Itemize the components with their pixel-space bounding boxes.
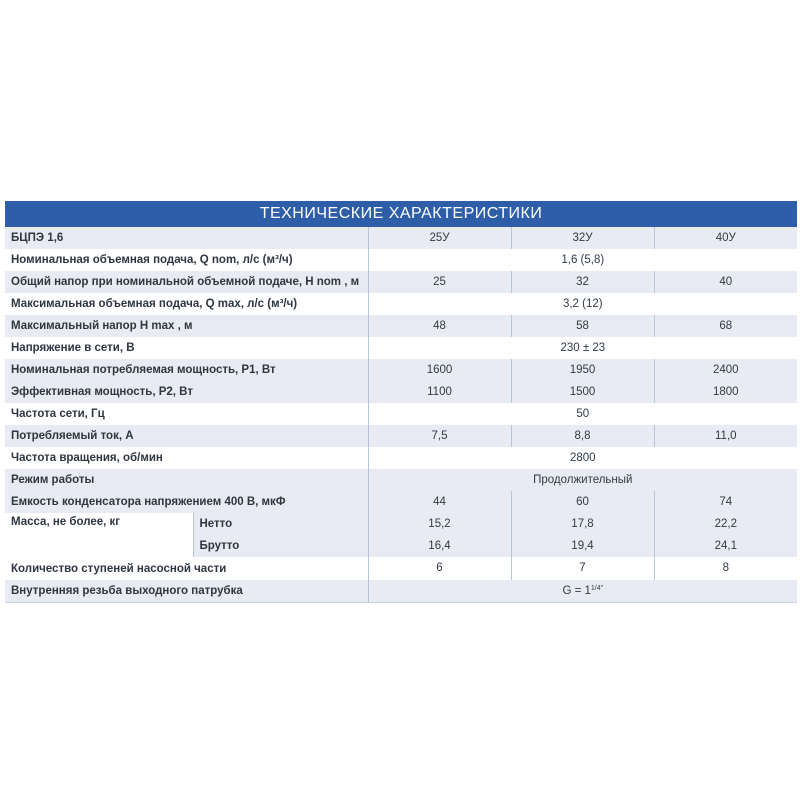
table-title: ТЕХНИЧЕСКИЕ ХАРАКТЕРИСТИКИ (5, 201, 797, 227)
value-32u: 19,4 (511, 535, 654, 557)
value-25u: 1100 (368, 381, 511, 403)
row-label: Номинальная объемная подача, Q nom, л/с (м³/ч) (5, 249, 368, 271)
row-label: Номинальная потребляемая мощность, Р1, Вт (5, 359, 368, 381)
row-value: Продолжительный (368, 469, 797, 491)
table-header-row (5, 201, 797, 227)
row-power-p2 (5, 381, 797, 403)
value-25u: 16,4 (368, 535, 511, 557)
row-value (368, 580, 797, 603)
row-label: Внутренняя резьба выходного патрубка (5, 580, 368, 603)
row-frequency (5, 403, 797, 425)
row-head-nominal (5, 271, 797, 293)
value-32u: 60 (511, 491, 654, 513)
value-25u: 7,5 (368, 425, 511, 447)
row-label: Эффективная мощность, Р2, Вт (5, 381, 368, 403)
value-25u: 44 (368, 491, 511, 513)
row-label: Частота сети, Гц (5, 403, 368, 425)
mass-net-label: Нетто (193, 513, 368, 535)
row-label: Напряжение в сети, В (5, 337, 368, 359)
value-32u: 32 (511, 271, 654, 293)
value-40u: 11,0 (654, 425, 797, 447)
value-32u: 1950 (511, 359, 654, 381)
row-label: Максимальный напор Н max , м (5, 315, 368, 337)
row-nominal-flow (5, 249, 797, 271)
row-mode (5, 469, 797, 491)
specifications-table (5, 201, 797, 603)
row-label: Частота вращения, об/мин (5, 447, 368, 469)
row-current (5, 425, 797, 447)
row-label: Режим работы (5, 469, 368, 491)
value-25u: 25 (368, 271, 511, 293)
row-label: Количество ступеней насосной части (5, 557, 368, 580)
row-capacitor (5, 491, 797, 513)
model-25u: 25У (368, 227, 511, 249)
value-40u: 22,2 (654, 513, 797, 535)
value-40u: 1800 (654, 381, 797, 403)
row-value: 50 (368, 403, 797, 425)
value-25u: 6 (368, 557, 511, 580)
value-25u: 15,2 (368, 513, 511, 535)
models-row (5, 227, 797, 249)
row-label: Емкость конденсатора напряжением 400 В, мкФ (5, 491, 368, 513)
row-value: 230 ± 23 (368, 337, 797, 359)
value-40u: 74 (654, 491, 797, 513)
row-value: 2800 (368, 447, 797, 469)
value-40u: 24,1 (654, 535, 797, 557)
row-stages (5, 557, 797, 580)
row-label: Максимальная объемная подача, Q max, л/с (м³/ч) (5, 293, 368, 315)
row-power-p1 (5, 359, 797, 381)
value-25u: 48 (368, 315, 511, 337)
value-25u: 1600 (368, 359, 511, 381)
value-32u: 17,8 (511, 513, 654, 535)
row-rotation (5, 447, 797, 469)
row-label: Общий напор при номинальной объемной подаче, Н nom , м (5, 271, 368, 293)
row-max-flow (5, 293, 797, 315)
row-value: 3,2 (12) (368, 293, 797, 315)
row-value: 1,6 (5,8) (368, 249, 797, 271)
value-40u: 8 (654, 557, 797, 580)
value-40u: 40 (654, 271, 797, 293)
row-mass-net (5, 513, 797, 535)
value-40u: 2400 (654, 359, 797, 381)
model-32u: 32У (511, 227, 654, 249)
thread-value: G = 1 (562, 584, 591, 597)
row-max-head (5, 315, 797, 337)
row-label: Потребляемый ток, А (5, 425, 368, 447)
mass-gross-label: Брутто (193, 535, 368, 557)
model-series-label: БЦПЭ 1,6 (5, 227, 368, 249)
value-32u: 8,8 (511, 425, 654, 447)
thread-value-superscript: 1/4" (590, 584, 604, 592)
value-40u: 68 (654, 315, 797, 337)
row-voltage (5, 337, 797, 359)
value-32u: 1500 (511, 381, 654, 403)
value-32u: 7 (511, 557, 654, 580)
model-40u: 40У (654, 227, 797, 249)
value-32u: 58 (511, 315, 654, 337)
mass-label: Масса, не более, кг (5, 513, 193, 557)
row-thread (5, 580, 797, 603)
